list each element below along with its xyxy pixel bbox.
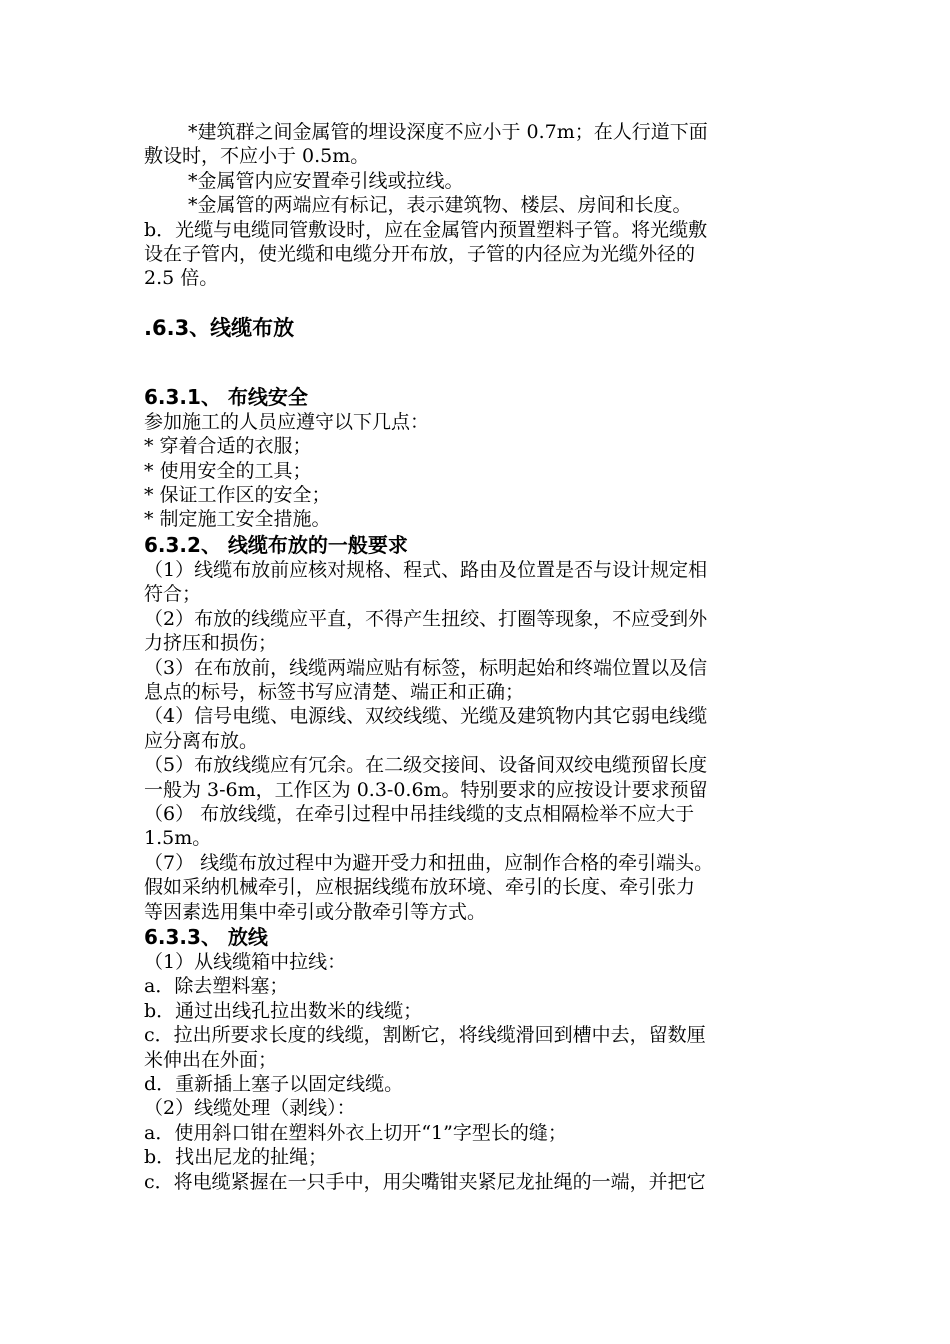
body-line: （4）信号电缆、电源线、双绞线缆、光缆及建筑物内其它弱电线缆 — [144, 705, 708, 728]
intro-line: *金属管的两端应有标记，表示建筑物、楼层、房间和长度。 — [188, 194, 692, 217]
body-line: c．将电缆紧握在一只手中，用尖嘴钳夹紧尼龙扯绳的一端，并把它 — [144, 1170, 706, 1193]
body-line: b．找出尼龙的扯绳； — [144, 1146, 328, 1169]
body-line: （1）从线缆箱中拉线： — [144, 950, 347, 973]
body-line: d．重新插上塞子以固定线缆。 — [144, 1073, 404, 1095]
intro-line: 设在子管内，使光缆和电缆分开布放，子管的内径应为光缆外径的 — [144, 243, 696, 266]
intro-line: b．光缆与电缆同管敷设时，应在金属管内预置塑料子管。将光缆敷 — [144, 218, 708, 241]
body-line: c．拉出所要求长度的线缆，割断它，将线缆滑回到槽中去，留数厘 — [144, 1024, 706, 1047]
body-line: 应分离布放。 — [144, 729, 259, 752]
subsection-heading-pull-cable: 6.3.3、 放线 — [144, 924, 268, 949]
body-line: 米伸出在外面； — [144, 1048, 278, 1071]
subsection-heading-general-requirements: 6.3.2、 线缆布放的一般要求 — [144, 532, 408, 557]
intro-line: *建筑群之间金属管的埋设深度不应小于 0.7m；在人行道下面 — [188, 121, 708, 143]
body-line: 息点的标号，标签书写应清楚、端正和正确； — [144, 680, 525, 703]
body-line: （1）线缆布放前应核对规格、程式、路由及位置是否与设计规定相 — [144, 558, 708, 581]
subsection-heading-wiring-safety: 6.3.1、 布线安全 — [144, 384, 308, 409]
bullet-item: * 制定施工安全措施。 — [144, 508, 331, 531]
intro-line: 敷设时，不应小于 0.5m。 — [144, 145, 370, 168]
body-line: 1.5m。 — [144, 827, 212, 850]
body-line: 一般为 3-6m，工作区为 0.3-0.6m。特别要求的应按设计要求预留 — [144, 778, 708, 801]
body-line: （7） 线缆布放过程中为避开受力和扭曲，应制作合格的牵引端头。 — [144, 851, 714, 874]
body-line: 符合； — [144, 583, 202, 606]
body-line: 假如采纳机械牵引，应根据线缆布放环境、牵引的长度、牵引张力 — [144, 876, 696, 899]
body-line: 等因素选用集中牵引或分散牵引等方式。 — [144, 900, 487, 923]
body-line: 力挤压和损伤； — [144, 632, 278, 655]
section-heading: .6.3、线缆布放 — [144, 315, 295, 340]
document-page — [144, 120, 824, 1194]
body-line: b．通过出线孔拉出数米的线缆； — [144, 999, 423, 1022]
bullet-item: * 保证工作区的安全； — [144, 484, 331, 507]
body-line: （6） 布放线缆，在牵引过程中吊挂线缆的支点相隔检举不应大于 — [144, 802, 695, 825]
intro-line: 2.5 倍。 — [144, 267, 219, 290]
body-line: 参加施工的人员应遵守以下几点： — [144, 410, 430, 433]
bullet-item: * 使用安全的工具； — [144, 459, 312, 482]
body-line: （2）布放的线缆应平直，不得产生扭绞、打圈等现象，不应受到外 — [144, 607, 708, 630]
body-line: （2）线缆处理（剥线）： — [144, 1097, 356, 1120]
body-line: （5）布放线缆应有冗余。在二级交接间、设备间双绞电缆预留长度 — [144, 754, 708, 777]
body-line: a．除去塑料塞； — [144, 975, 289, 998]
bullet-item: * 穿着合适的衣服； — [144, 435, 312, 458]
body-line: a．使用斜口钳在塑料外衣上切开“1”字型长的缝； — [144, 1121, 567, 1144]
intro-line: *金属管内应安置牵引线或拉线。 — [188, 169, 464, 192]
body-line: （3）在布放前，线缆两端应贴有标签，标明起始和终端位置以及信 — [144, 656, 708, 679]
